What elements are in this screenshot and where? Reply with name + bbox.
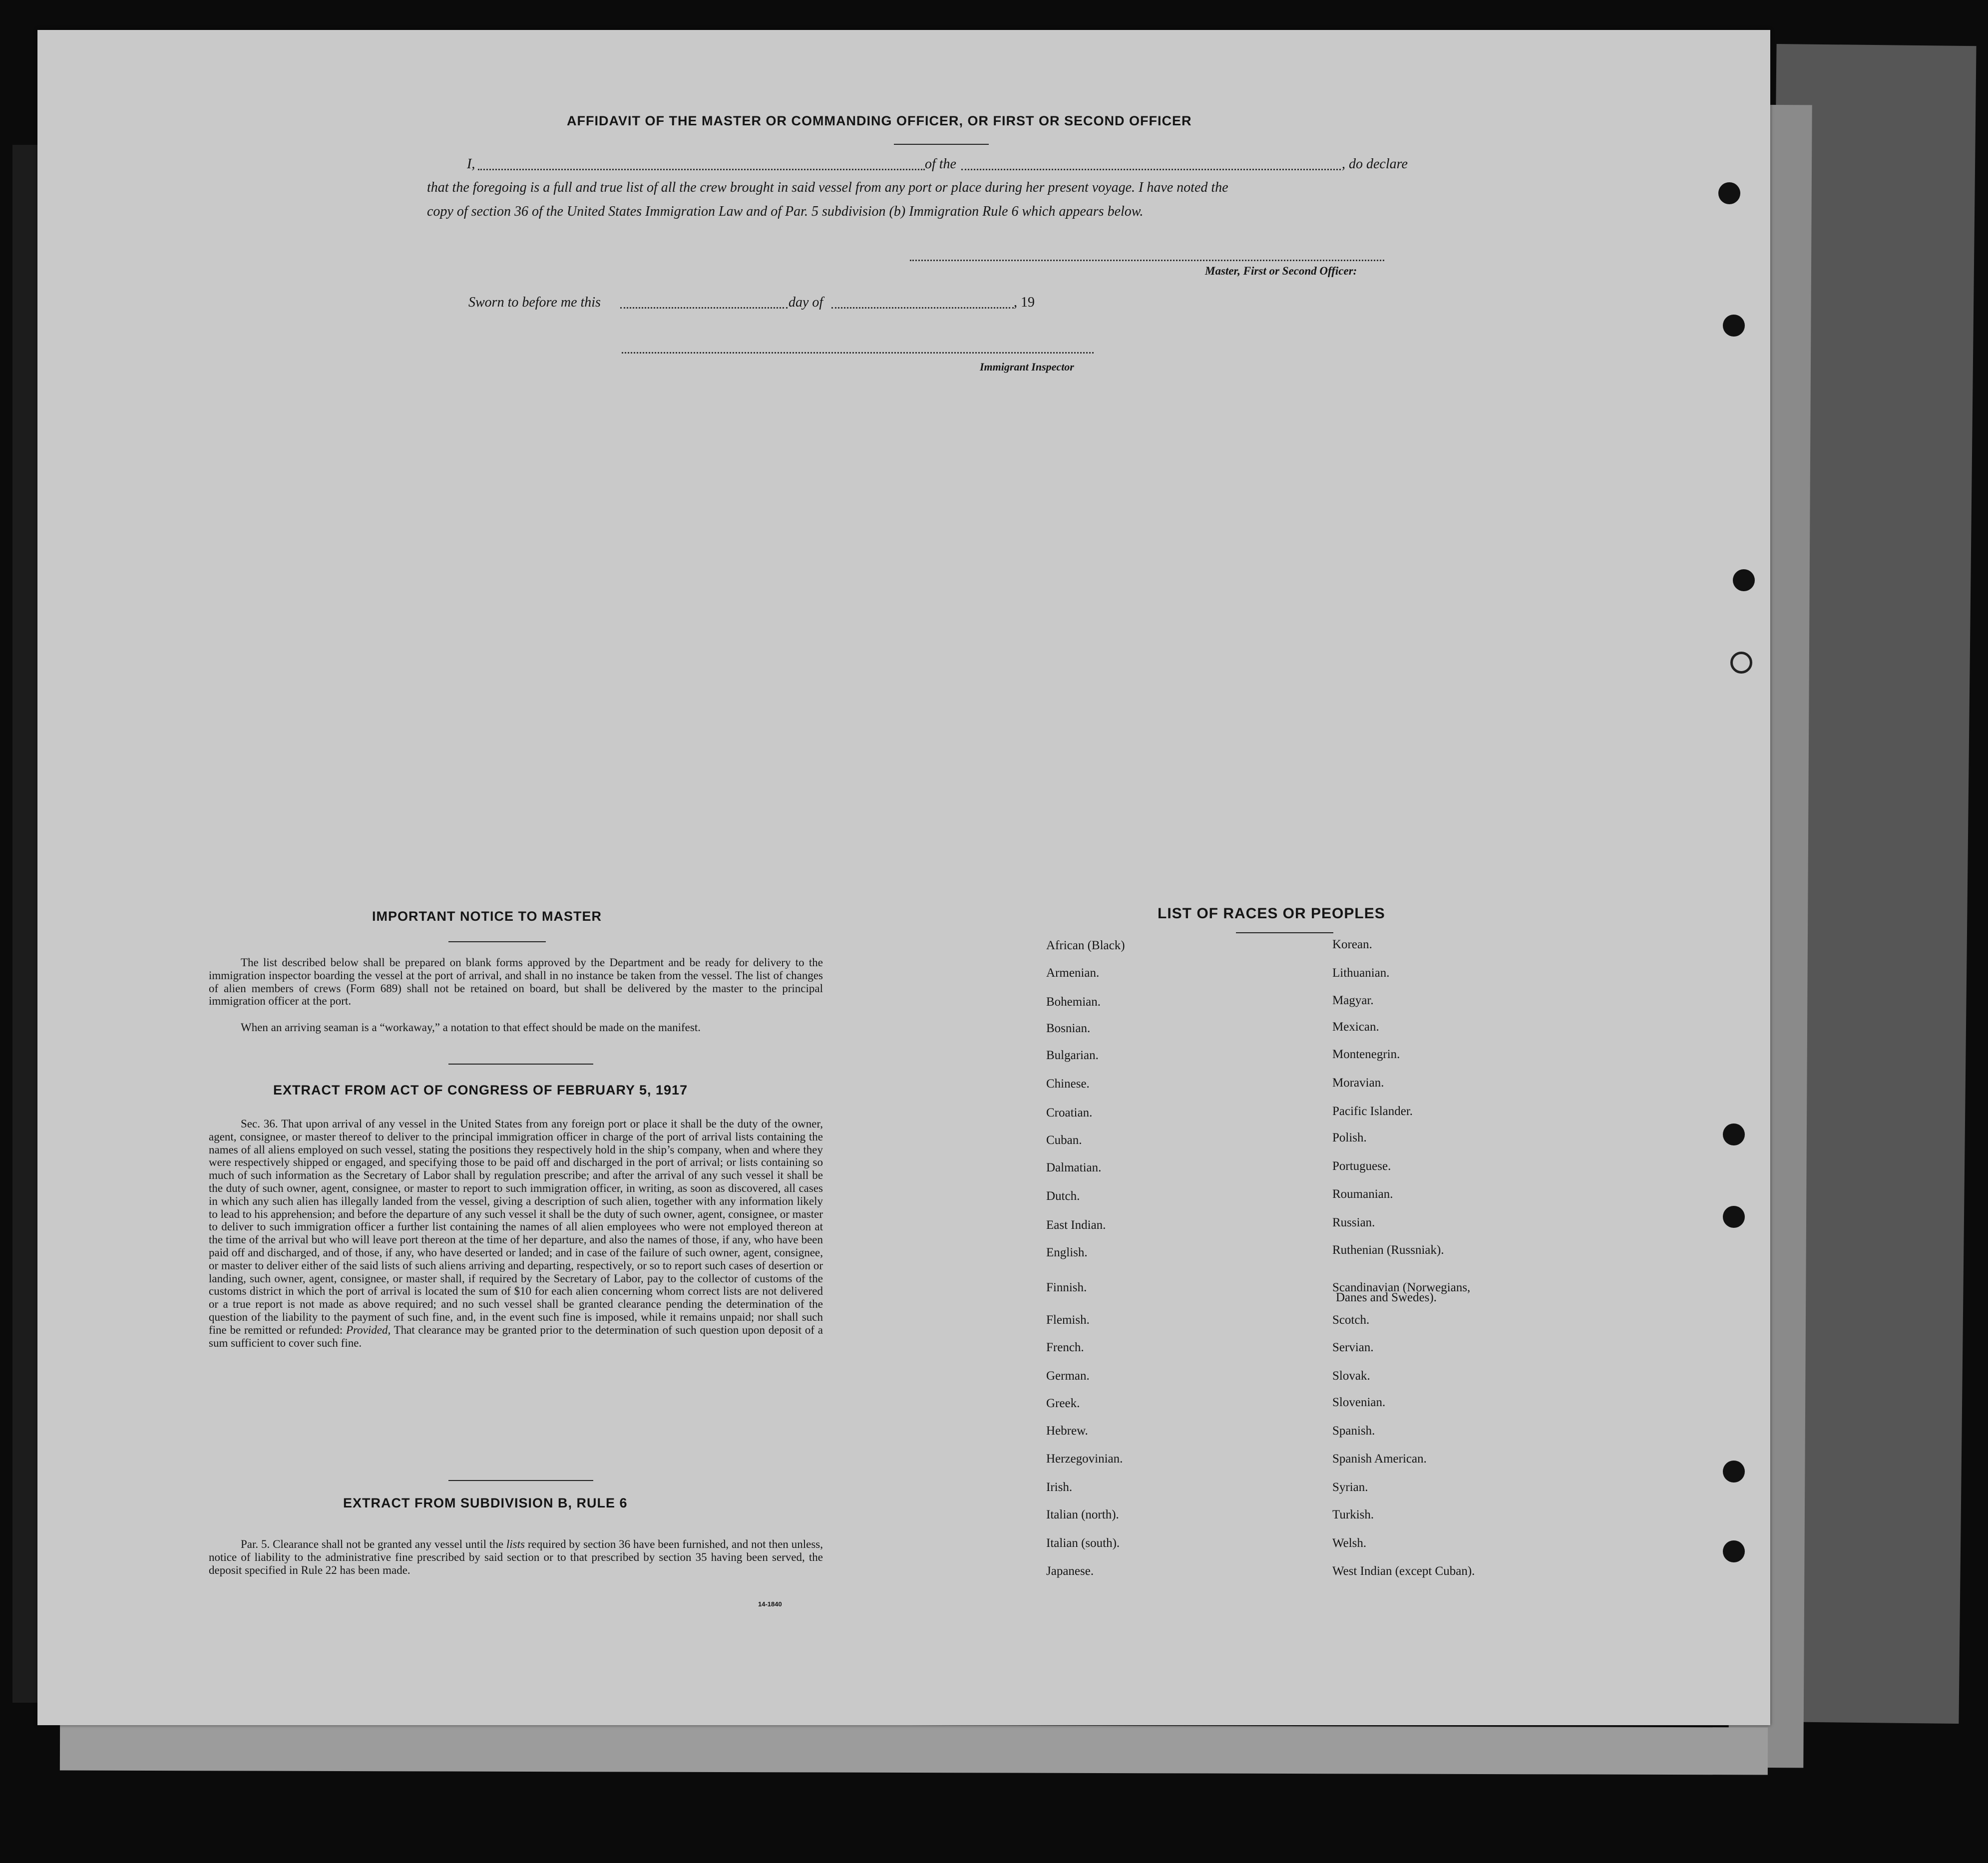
punch-hole bbox=[1733, 569, 1755, 591]
notice-paragraph-2: When an arriving seaman is a “workaway,” a notation to that effect should be made on the manifest. bbox=[241, 1021, 701, 1034]
proviso-word: Provided, bbox=[346, 1323, 391, 1336]
race-item: Slovak. bbox=[1332, 1369, 1370, 1383]
rule-extract-text bbox=[209, 1538, 823, 1576]
title-rule bbox=[894, 144, 989, 145]
race-item: East Indian. bbox=[1046, 1218, 1106, 1232]
race-item: Polish. bbox=[1332, 1131, 1367, 1144]
race-item: English. bbox=[1046, 1246, 1088, 1259]
affidavit-declare: , do declare bbox=[1342, 156, 1408, 172]
sworn-day-blank bbox=[620, 307, 788, 309]
race-item: Cuban. bbox=[1046, 1133, 1082, 1147]
race-item: West Indian (except Cuban). bbox=[1332, 1564, 1475, 1578]
master-signature-line bbox=[910, 260, 1384, 261]
race-item: Magyar. bbox=[1332, 994, 1374, 1007]
race-item: Spanish. bbox=[1332, 1424, 1375, 1438]
lists-word: lists bbox=[506, 1538, 525, 1550]
race-item: Servian. bbox=[1332, 1341, 1374, 1354]
race-item: Turkish. bbox=[1332, 1508, 1374, 1521]
race-item: Montenegrin. bbox=[1332, 1048, 1400, 1061]
rule-extract-rule bbox=[448, 1480, 593, 1481]
race-item: French. bbox=[1046, 1341, 1084, 1354]
race-item: Japanese. bbox=[1046, 1564, 1094, 1578]
race-item: Ruthenian (Russniak). bbox=[1332, 1243, 1444, 1257]
race-item: Finnish. bbox=[1046, 1281, 1087, 1294]
race-item: Slovenian. bbox=[1332, 1396, 1386, 1409]
punch-hole bbox=[1723, 1461, 1745, 1483]
vessel-blank bbox=[961, 169, 1341, 170]
race-item: Irish. bbox=[1046, 1481, 1073, 1494]
race-item: Dalmatian. bbox=[1046, 1161, 1102, 1174]
affidavit-line3: copy of section 36 of the United States Immigration Law and of Par. 5 subdivision (b) Immigration Rule 6 which appears below. bbox=[427, 204, 1144, 219]
race-item: Bosnian. bbox=[1046, 1022, 1091, 1035]
races-rule bbox=[1236, 932, 1333, 933]
bottom-page-edge bbox=[60, 1723, 1768, 1775]
race-item: African (Black) bbox=[1046, 939, 1125, 952]
race-item: Hebrew. bbox=[1046, 1424, 1088, 1438]
act-extract-text bbox=[209, 1118, 823, 1349]
race-item: Herzegovinian. bbox=[1046, 1452, 1123, 1466]
race-item: Russian. bbox=[1332, 1216, 1375, 1229]
rule-text-end: required by section 36 have been furnished, and not then unless, notice of liability to the administrative fine prescribed by said section or to that prescribed by section 35 having been served, the deposit specified in Rule 22 has been made. bbox=[209, 1538, 823, 1576]
notice-paragraph-1: The list described below shall be prepared on blank forms approved by the Department and be ready for delivery to the immigration inspector boarding the vessel at the port of arrival, and shall in no instance be taken from the vessel. The list of changes of alien members of crews (Form 689) shall not be retained on board, but shall be delivered by the master to the principal immigration officer at the port. bbox=[209, 956, 823, 1008]
race-item: Italian (north). bbox=[1046, 1508, 1119, 1521]
rule-text-start: Par. 5. Clearance shall not be granted any vessel until the bbox=[241, 1538, 504, 1550]
race-item: Pacific Islander. bbox=[1332, 1105, 1413, 1118]
punch-hole bbox=[1723, 1206, 1745, 1228]
race-item: Lithuanian. bbox=[1332, 966, 1390, 980]
act-extract-title: EXTRACT FROM ACT OF CONGRESS OF FEBRUARY 5, 1917 bbox=[273, 1083, 688, 1098]
punch-hole bbox=[1723, 315, 1745, 337]
race-item: Chinese. bbox=[1046, 1077, 1090, 1091]
affidavit-line2: that the foregoing is a full and true list of all the crew brought in said vessel from any port or place during her present voyage. I have noted the bbox=[427, 180, 1228, 195]
sworn-year: , 19 bbox=[1014, 295, 1035, 310]
master-signature-label: Master, First or Second Officer: bbox=[1205, 265, 1357, 277]
inspector-label: Immigrant Inspector bbox=[980, 361, 1074, 373]
race-item: Greek. bbox=[1046, 1397, 1080, 1410]
name-blank bbox=[478, 169, 925, 170]
affidavit-i: I, bbox=[467, 156, 475, 172]
punch-hole bbox=[1723, 1123, 1745, 1145]
race-item: Italian (south). bbox=[1046, 1536, 1120, 1550]
punch-hole bbox=[1718, 182, 1740, 204]
race-item: Bulgarian. bbox=[1046, 1049, 1099, 1062]
race-item: Portuguese. bbox=[1332, 1159, 1391, 1173]
races-title: LIST OF RACES OR PEOPLES bbox=[1158, 905, 1385, 922]
section-text-end: That clearance may be granted prior to the determination of such question upon deposit of a sum sufficient to cover such fine. bbox=[209, 1323, 823, 1349]
notice-title: IMPORTANT NOTICE TO MASTER bbox=[372, 909, 602, 924]
race-item: Mexican. bbox=[1332, 1020, 1379, 1034]
race-item: Syrian. bbox=[1332, 1481, 1368, 1494]
sworn-day-of: day of bbox=[789, 295, 823, 310]
race-item: Korean. bbox=[1332, 938, 1372, 951]
race-item: Roumanian. bbox=[1332, 1187, 1393, 1201]
notice-rule bbox=[448, 941, 546, 942]
race-item: Dutch. bbox=[1046, 1189, 1080, 1203]
section-label: Sec. 36. bbox=[241, 1118, 278, 1130]
sworn-month-blank bbox=[831, 307, 1014, 309]
race-item: Bohemian. bbox=[1046, 995, 1101, 1009]
race-item: German. bbox=[1046, 1369, 1090, 1383]
race-item: Spanish American. bbox=[1332, 1452, 1427, 1466]
race-item: Scandinavian (Norwegians, bbox=[1332, 1281, 1471, 1294]
race-item: Croatian. bbox=[1046, 1106, 1093, 1119]
race-item: Scotch. bbox=[1332, 1313, 1370, 1327]
form-number: 14-1840 bbox=[758, 1600, 782, 1608]
race-scandinavian-line2: Danes and Swedes). bbox=[1336, 1291, 1437, 1304]
inspector-signature-line bbox=[622, 352, 1094, 354]
section-text: That upon arrival of any vessel in the United States from any foreign port or place it shall be the duty of the owner, agent, consignee, or master thereof to deliver to the principal immigration officer in charge of the port of arrival lists containing the names of all aliens employed on such vessel, stating the positions they respectively hold in the ship’s company, when and where they were respectively shipped or engaged, and specifying those to be paid off and discharged in the port of arrival; or lists containing so much of such information as the Secretary of Labor shall by regulation prescribe; and after the arrival of any such vessel it shall be the duty of such owner, agent, consignee, or master to report to such immigration officer, in writing, as soon as discovered, all cases in which any such alien has illegally landed from the vessel, giving a description of such alien, together with any information likely to lead to his apprehension; and before the departure of any such vessel it shall be the duty of such owner, agent, consignee, or master to deliver to such immigration officer a further list containing the names of all alien employees who were not employed thereon at the time of the arrival but who will leave port thereon at the time of her departure, and also the names of those, if any, who have been paid off and discharged, and of those, if any, who have deserted or landed; and in case of the failure of such owner, agent, consignee, or master to deliver either of the said lists of such aliens arriving and departing, respectively, or so to report such cases of desertion or landing, such owner, agent, consignee, or master shall, if required by the Secretary of Labor, pay to the collector of customs of the customs district in which the port of arrival is located the sum of $10 for each alien concerning whom correct lists are not delivered or a true report is not made as above required; and no such vessel shall be granted clearance pending the determination of the question of the liability to the payment of such fine, and, in the event such fine is imposed, while it remains unpaid; nor shall such fine be remitted or refunded: bbox=[209, 1118, 823, 1336]
sworn-prefix: Sworn to before me this bbox=[468, 295, 601, 310]
race-item: Armenian. bbox=[1046, 966, 1100, 980]
race-item: Moravian. bbox=[1332, 1076, 1384, 1090]
act-rule bbox=[448, 1064, 593, 1065]
punch-hole bbox=[1723, 1540, 1745, 1562]
affidavit-title: AFFIDAVIT OF THE MASTER OR COMMANDING OFFICER, OR FIRST OR SECOND OFFICER bbox=[567, 113, 1192, 128]
affidavit-of-the: of the bbox=[925, 156, 956, 172]
race-item: Flemish. bbox=[1046, 1313, 1090, 1327]
punch-hole bbox=[1730, 652, 1752, 674]
document-page bbox=[37, 30, 1770, 1725]
rule-extract-title: EXTRACT FROM SUBDIVISION B, RULE 6 bbox=[343, 1495, 628, 1510]
race-item: Welsh. bbox=[1332, 1536, 1367, 1550]
